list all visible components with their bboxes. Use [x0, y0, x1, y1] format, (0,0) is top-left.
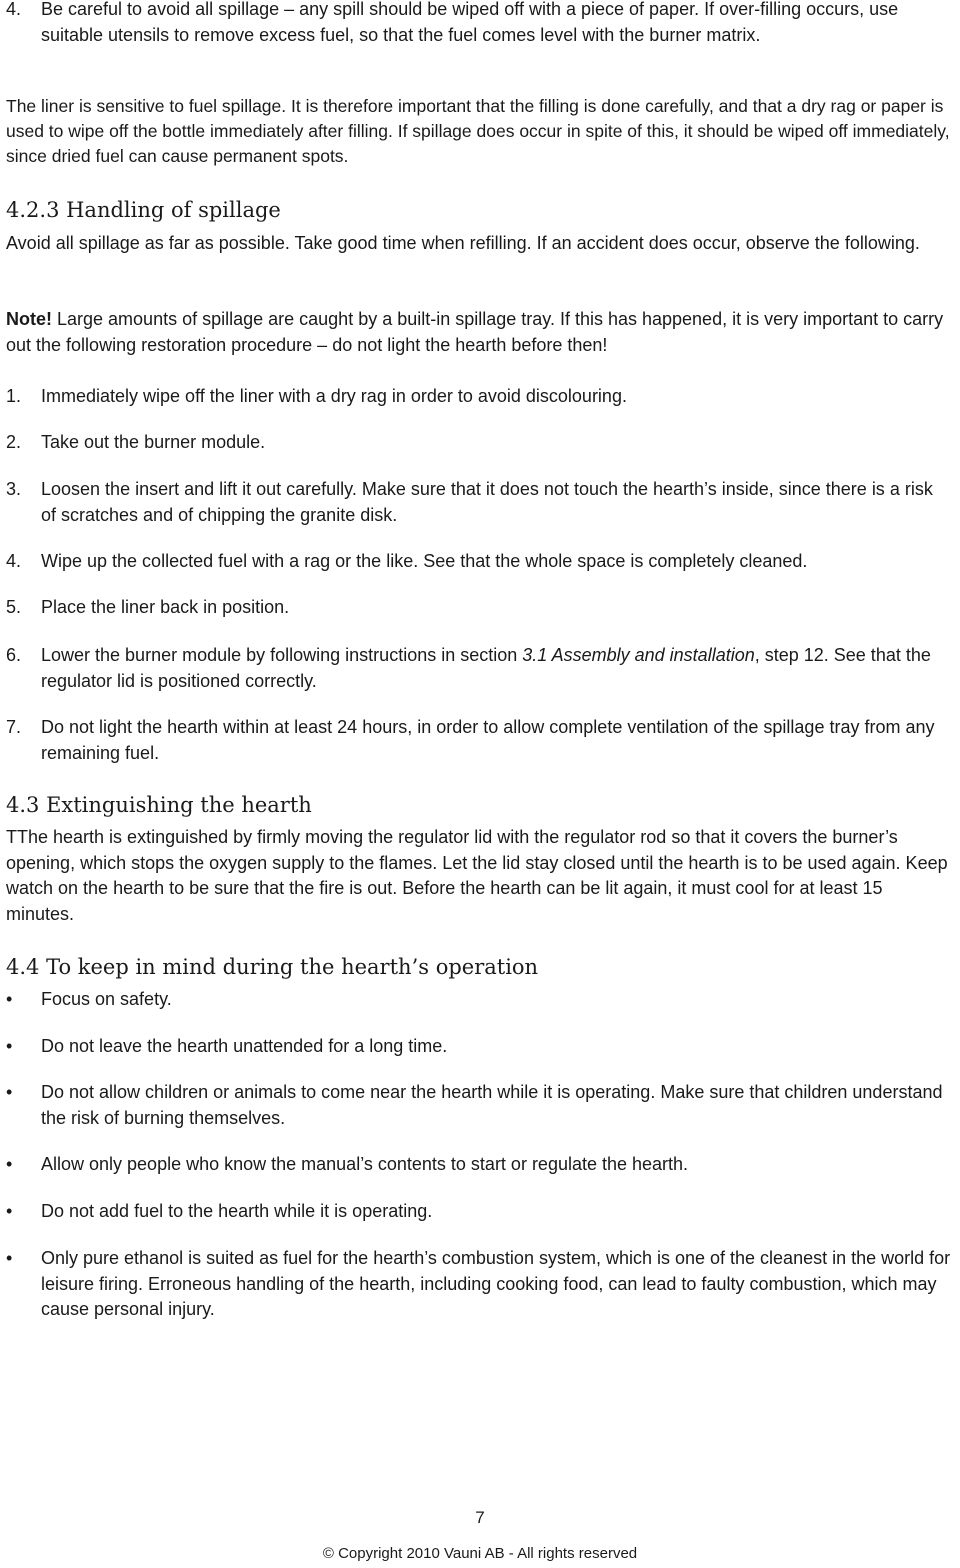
step-number: 1.: [6, 386, 22, 406]
bullet-text: Do not allow children or animals to come near the hearth while it is operating. Make sure that children understand the risk of burning themselves.: [41, 1082, 943, 1128]
step-text-after: , step 12. See that the regulator lid is positioned correctly.: [41, 645, 931, 691]
page-number: 7: [475, 1508, 485, 1527]
bullet-text: Allow only people who know the manual’s contents to start or regulate the hearth.: [41, 1154, 689, 1174]
step-text: Place the liner back in position.: [41, 597, 290, 617]
bullet-text: Do not leave the hearth unattended for a long time.: [41, 1036, 448, 1056]
section-heading-4-2-3: 4.2.3 Handling of spillage: [6, 198, 281, 222]
note-label: Note!: [6, 309, 52, 329]
bullet-icon: •: [6, 1154, 13, 1174]
step-text: [41, 643, 951, 694]
liner-paragraph: [6, 94, 954, 169]
step-text: Immediately wipe off the liner with a dry rag in order to avoid discolouring.: [41, 386, 627, 406]
copyright-notice: © Copyright 2010 Vauni AB - All rights reserved: [322, 1545, 638, 1562]
bullet-text: Do not add fuel to the hearth while it is operating.: [41, 1201, 433, 1221]
step-text-before: Lower the burner module by following instructions in section: [41, 645, 523, 665]
step-number: 2.: [6, 432, 22, 452]
bullet-icon: •: [6, 989, 13, 1009]
step-number: 6.: [6, 645, 22, 665]
section-body: TThe hearth is extinguished by firmly moving the regulator lid with the regulator rod so that it covers the burner’s opening, which stops the oxygen supply to the flames. Let the lid stay closed until the hearth is to be used again. Keep watch on the hearth to be sure that the fire is out. Before the hearth can be lit again, it must cool for at least 15 minutes.: [6, 827, 948, 924]
note-text: Large amounts of spillage are caught by a built-in spillage tray. If this has happened, it is very important to carry out the following restoration procedure – do not light the hearth before then!: [6, 309, 944, 355]
step-number: 5.: [6, 597, 22, 617]
note-paragraph: [6, 307, 954, 358]
section-intro: Avoid all spillage as far as possible. Take good time when refilling. If an accident does occur, observe the following.: [6, 233, 920, 253]
step-text: Wipe up the collected fuel with a rag or the like. See that the whole space is completely cleaned.: [41, 551, 808, 571]
list-number: 4.: [6, 0, 22, 19]
bullet-icon: •: [6, 1201, 13, 1221]
bullet-icon: •: [6, 1082, 13, 1102]
bullet-text: Only pure ethanol is suited as fuel for the hearth’s combustion system, which is one of the cleanest in the world for leisure firing. Erroneous handling of the hearth, including cooking food, can lead to faulty combustion, which may cause personal injury.: [41, 1248, 951, 1319]
step-number: 7.: [6, 717, 22, 737]
step-number: 3.: [6, 479, 22, 499]
section-heading-4-3: 4.3 Extinguishing the hearth: [6, 793, 312, 817]
step-text: Loosen the insert and lift it out carefully. Make sure that it does not touch the hearth’s inside, since there is a risk of scratches and of chipping the granite disk.: [41, 479, 933, 525]
bullet-text: Focus on safety.: [41, 989, 172, 1009]
liner-paragraph-part-1: The liner is sensitive to fuel spillage. It is therefore important that the filling is done carefully, and that a dry rag or paper is used to wipe off the bottle immediately after filling.: [6, 96, 944, 141]
section-reference: 3.1 Assembly and installation: [522, 645, 755, 665]
bullet-icon: •: [6, 1248, 13, 1268]
step-number: 4.: [6, 551, 22, 571]
bullet-icon: •: [6, 1036, 13, 1056]
step-text: Take out the burner module.: [41, 432, 266, 452]
list-text: Be careful to avoid all spillage – any spill should be wiped off with a piece of paper. If over-filling occurs, use suitable utensils to remove excess fuel, so that the fuel comes level with the burner matrix.: [41, 0, 899, 45]
liner-paragraph-part-2: If spillage does occur in spite of this, it should be wiped off immediately, since dried fuel can cause permanent spots.: [6, 121, 950, 166]
section-heading-4-4: 4.4 To keep in mind during the hearth’s operation: [6, 955, 539, 979]
step-text: Do not light the hearth within at least 24 hours, in order to allow complete ventilation of the spillage tray from any remaining fuel.: [41, 717, 935, 763]
